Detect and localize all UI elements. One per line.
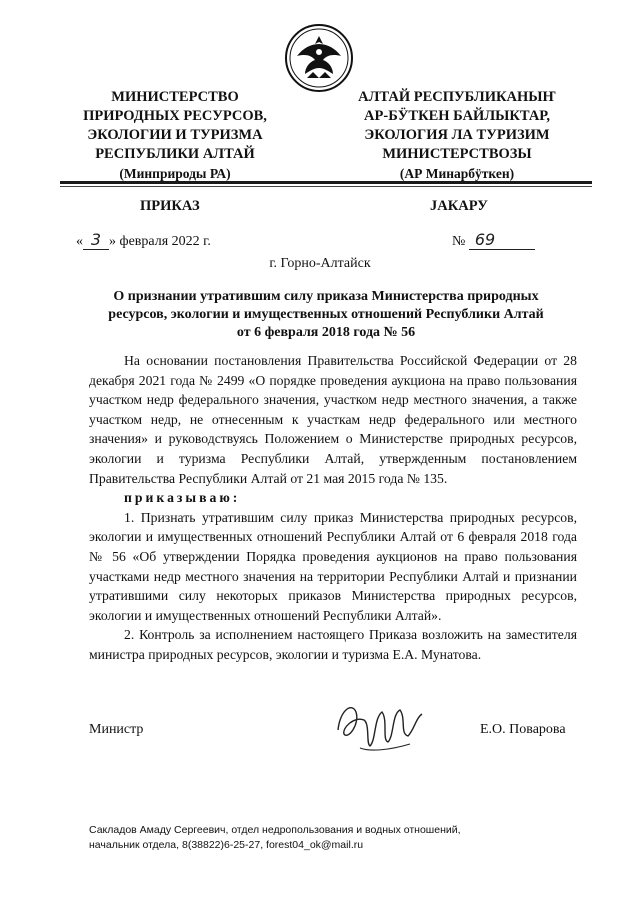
ministry-ru-line: РЕСПУБЛИКИ АЛТАЙ xyxy=(95,146,255,162)
date-rest: » февраля 2022 г. xyxy=(109,234,211,249)
ministry-alt-line: МИНИСТЕРСТВОЗЫ xyxy=(382,146,532,162)
ministry-name-ru xyxy=(60,88,290,183)
order-number-value: 69 xyxy=(469,230,535,250)
order-item-1: 1. Признать утратившим силу приказ Министерства природных ресурсов, экологии и имущественных отношений Республики Алтай от 6 февраля 2018 года № 56 «Об утверждении Порядка проведения аукционов на право пользования участками недр местного значения на территории Республики Алтай и признании утратившими силу некоторых приказов Министерства природных ресурсов, экологии и имущественных отношений Республики Алтай». xyxy=(89,509,577,623)
order-item-2: 2. Контроль за исполнением настоящего Приказа возложить на заместителя министра природных ресурсов, экологии и туризма Е.А. Мунатова. xyxy=(89,627,577,662)
ministry-alt-short: (АР Минарбӱткен) xyxy=(399,166,515,181)
ministry-ru-line: ЭКОЛОГИИ И ТУРИЗМА xyxy=(87,127,263,143)
order-day: 3 xyxy=(83,230,109,250)
ministry-ru-short: (Минприроды РА) xyxy=(119,166,231,181)
signer-position: Министр xyxy=(89,722,144,737)
ministry-ru-line: МИНИСТЕРСТВО xyxy=(111,89,239,105)
ministry-ru-line: ПРИРОДНЫХ РЕСУРСОВ, xyxy=(83,108,267,124)
ministry-alt-line: АЛТАЙ РЕСПУБЛИКАНЫҤ xyxy=(358,89,556,105)
date-open-quote: « xyxy=(76,234,83,249)
subject-line: от 6 февраля 2018 года № 56 xyxy=(236,325,416,340)
handwritten-signature xyxy=(330,690,430,760)
ministry-name-alt xyxy=(332,88,582,183)
contact-footer xyxy=(89,823,509,853)
subject-line: ресурсов, экологии и имущественных отношений Республики Алтай xyxy=(108,307,544,322)
header-divider xyxy=(60,181,592,184)
number-label: № xyxy=(452,234,466,249)
subject-line: О признании утратившим силу приказа Министерства природных xyxy=(113,289,539,304)
ministry-alt-line: АР-БӰТКЕН БАЙЛЫКТАР, xyxy=(364,108,550,124)
order-subject xyxy=(90,288,562,342)
header-divider-thin xyxy=(60,186,592,187)
footer-line-2: начальник отдела, 8(38822)6-25-27, forest04_ok@mail.ru xyxy=(89,839,364,851)
order-number xyxy=(452,230,535,250)
preamble-paragraph: На основании постановления Правительства Российской Федерации от 28 декабря 2021 года № 2499 «О порядке проведения аукциона на право пользования участком недр федерального значения, участком недр местного значения, а также участком недр, не отнесенным к участкам недр федерального или местного значения» и руководствуясь Положением о Министерстве природных ресурсов, экологии и туризма Республики Алтай, утвержденным постановлением Правительства Республики Алтай от 21 мая 2015 года № 135. xyxy=(89,353,577,486)
ministry-alt-line: ЭКОЛОГИЯ ЛА ТУРИЗИМ xyxy=(364,127,550,143)
order-title-alt: JАКАРУ xyxy=(430,198,488,214)
city: г. Горно-Алтайск xyxy=(269,256,371,271)
footer-line-1: Сакладов Амаду Сергеевич, отдел недропользования и водных отношений, xyxy=(89,824,461,836)
order-title-ru: ПРИКАЗ xyxy=(140,198,200,214)
order-date xyxy=(76,230,211,250)
order-body xyxy=(89,351,577,665)
command-word: приказываю: xyxy=(124,490,241,506)
signer-name: Е.О. Поварова xyxy=(480,722,566,737)
altai-emblem-icon xyxy=(283,22,355,94)
